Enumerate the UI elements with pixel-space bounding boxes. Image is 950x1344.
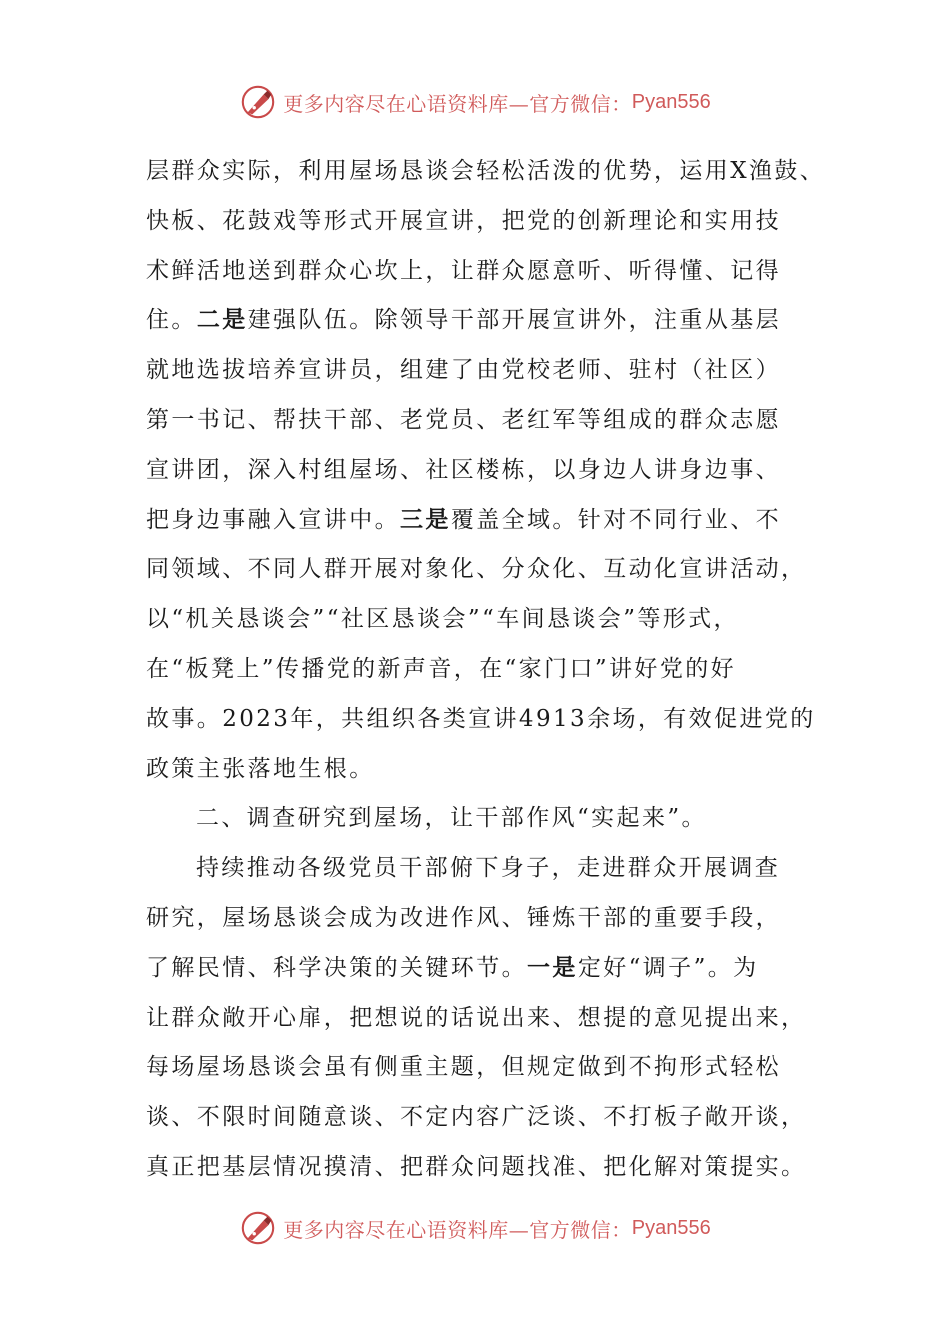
- text-run: 每场屋场恳谈会虽有侧重主题，但规定做到不拘形式轻松: [146, 1054, 781, 1081]
- text-run: 故事。2023年，共组织各类宣讲4913余场，有效促进党的: [146, 705, 816, 732]
- text-run: 住。: [146, 307, 197, 334]
- header-watermark: [0, 82, 950, 122]
- footer-watermark: [0, 1208, 950, 1248]
- text-line: [146, 1143, 846, 1193]
- text-line: [146, 1043, 846, 1093]
- text-line: [146, 545, 846, 595]
- text-line: [146, 247, 846, 297]
- text-line: [146, 197, 846, 247]
- text-run: 第一书记、帮扶干部、老党员、老红军等组成的群众志愿: [146, 406, 781, 433]
- text-line: [146, 346, 846, 396]
- watermark-handle: Pyan556: [631, 1216, 711, 1239]
- text-run: 把身边事融入宣讲中。: [146, 506, 400, 533]
- text-line: [146, 794, 846, 844]
- text-line: [146, 745, 846, 795]
- text-line: [146, 844, 846, 894]
- text-run: 覆盖全域。针对不同行业、不: [450, 506, 782, 533]
- text-run: 同领域、不同人群开展对象化、分众化、互动化宣讲活动，: [146, 556, 807, 583]
- text-run: 快板、花鼓戏等形式开展宣讲，把党的创新理论和实用技: [146, 207, 781, 234]
- pen-nib-logo-icon: [239, 83, 277, 121]
- text-run: 研究，屋场恳谈会成为改进作风、锤炼干部的重要手段，: [146, 904, 781, 931]
- text-line: [146, 595, 846, 645]
- document-body: [146, 147, 846, 1193]
- text-run: 真正把基层情况摸清、把群众问题找准、把化解对策提实。: [146, 1153, 807, 1180]
- text-run: 政策主张落地生根。: [146, 755, 375, 782]
- text-run: 宣讲团，深入村组屋场、社区楼栋，以身边人讲身边事、: [146, 456, 781, 483]
- text-line: [146, 296, 846, 346]
- text-run: 谈、不限时间随意谈、不定内容广泛谈、不打板子敞开谈，: [146, 1104, 807, 1131]
- text-run: 二、调查研究到屋场，让干部作风“实起来”。: [196, 805, 707, 832]
- text-line: [146, 496, 846, 546]
- text-run: 让群众敞开心扉，把想说的话说出来、想提的意见提出来，: [146, 1004, 807, 1031]
- bold-ordinal: 一是: [527, 954, 578, 981]
- text-line: [146, 147, 846, 197]
- text-line: [146, 894, 846, 944]
- text-line: [146, 396, 846, 446]
- text-line: [146, 994, 846, 1044]
- text-run: 术鲜活地送到群众心坎上，让群众愿意听、听得懂、记得: [146, 257, 781, 284]
- text-line: [146, 1093, 846, 1143]
- text-run: 建强队伍。除领导干部开展宣讲外，注重从基层: [247, 307, 782, 334]
- text-run: 就地选拔培养宣讲员，组建了由党校老师、驻村（社区）: [146, 357, 781, 384]
- bold-ordinal: 二是: [196, 307, 248, 334]
- bold-ordinal: 三是: [400, 506, 451, 533]
- pen-nib-logo-icon: [239, 1209, 277, 1247]
- watermark-handle: Pyan556: [631, 90, 711, 113]
- text-run: 在“板凳上”传播党的新声音，在“家门口”讲好党的好: [146, 655, 737, 682]
- text-line: [146, 645, 846, 695]
- text-run: 定好“调子”。为: [577, 954, 759, 981]
- text-run: 以“机关恳谈会”“社区恳谈会”“车间恳谈会”等形式，: [146, 606, 739, 633]
- text-line: [146, 446, 846, 496]
- text-line: [146, 944, 846, 994]
- text-line: [146, 695, 846, 745]
- text-run: 层群众实际，利用屋场恳谈会轻松活泼的优势，运用X渔鼓、: [146, 158, 826, 184]
- watermark-text: 更多内容尽在心语资料库—官方微信：: [283, 1217, 632, 1242]
- text-run: 了解民情、科学决策的关键环节。: [146, 954, 527, 981]
- watermark-text: 更多内容尽在心语资料库—官方微信：: [283, 91, 632, 116]
- text-run: 持续推动各级党员干部俯下身子，走进群众开展调查: [196, 855, 781, 882]
